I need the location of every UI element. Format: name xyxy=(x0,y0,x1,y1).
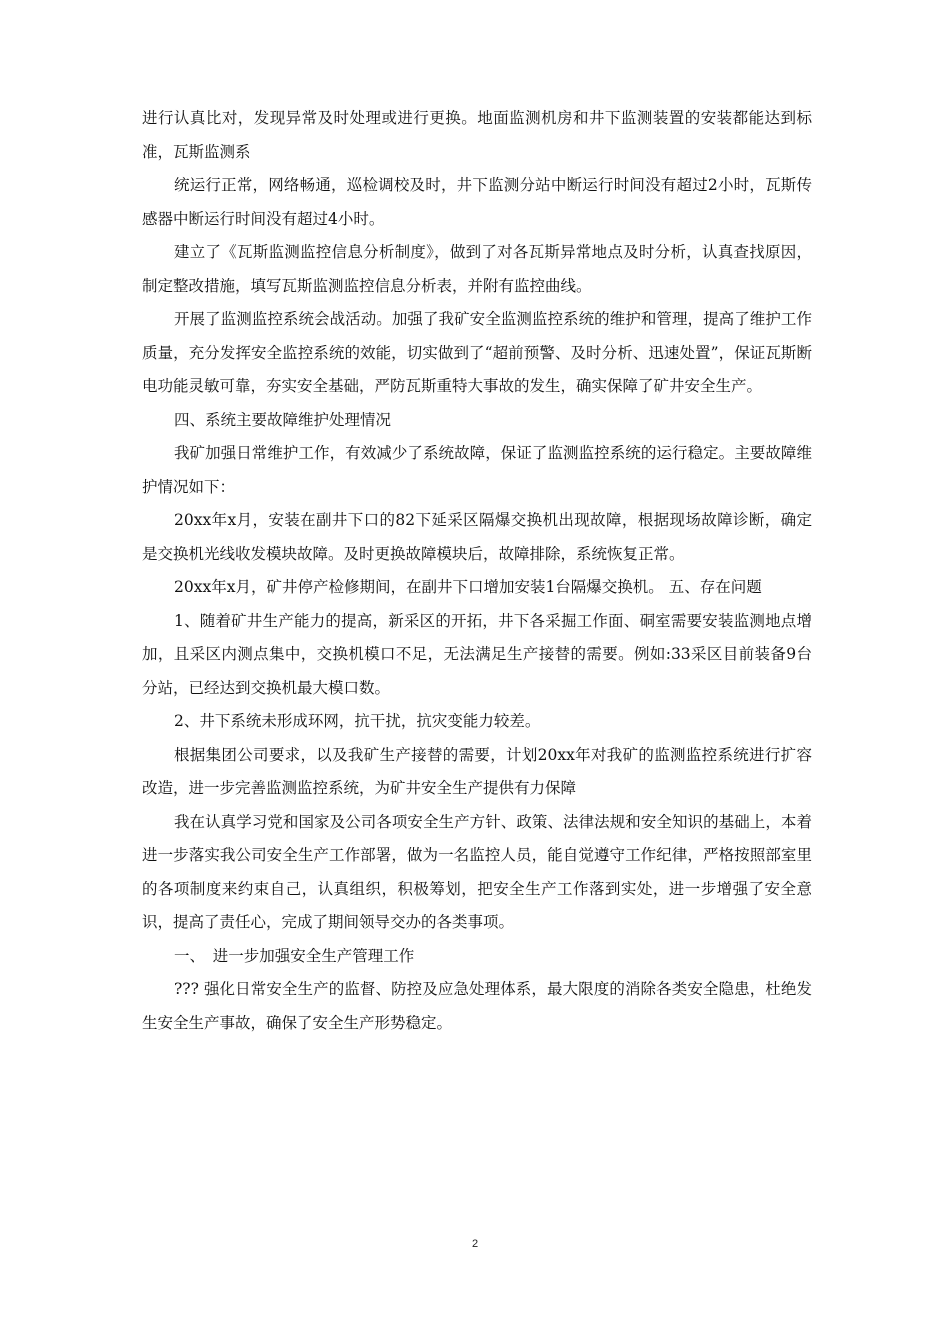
paragraph: 根据集团公司要求，以及我矿生产接替的需要，计划20xx年对我矿的监测监控系统进行扩容改造，进一步完善监测监控系统，为矿井安全生产提供有力保障 xyxy=(142,745,812,797)
paragraph: 我在认真学习党和国家及公司各项安全生产方针、政策、法律法规和安全知识的基础上，本着进一步落实我公司安全生产工作部署，做为一名监控人员，能自觉遵守工作纪律，严格按照部室里的各项制度来约束自己，认真组织，积极筹划，把安全生产工作落到实处，进一步增强了安全意识，提高了责任心，完成了期间领导交办的各类事项。 xyxy=(142,812,812,931)
paragraph: 20xx年x月，矿井停产检修期间，在副井下口增加安装1台隔爆交换机。 五、存在问题 xyxy=(174,578,762,596)
paragraph: ??? 强化日常安全生产的监督、防控及应急处理体系，最大限度的消除各类安全隐患，杜绝发生安全生产事故，确保了安全生产形势稳定。 xyxy=(142,980,812,1032)
paragraph: 建立了《瓦斯监测监控信息分析制度》，做到了对各瓦斯异常地点及时分析，认真查找原因，制定整改措施，填写瓦斯监测监控信息分析表，并附有监控曲线。 xyxy=(142,243,812,295)
page-number: 2 xyxy=(471,1238,479,1250)
paragraph: 我矿加强日常维护工作，有效减少了系统故障，保证了监测监控系统的运行稳定。主要故障维护情况如下： xyxy=(142,444,812,496)
paragraph: 2、井下系统未形成环网，抗干扰，抗灾变能力较差。 xyxy=(174,712,541,730)
document-body xyxy=(142,102,812,1040)
paragraph: 四、系统主要故障维护处理情况 xyxy=(174,410,392,429)
paragraph: 统运行正常，网络畅通，巡检调校及时，井下监测分站中断运行时间没有超过2小时，瓦斯传感器中断运行时间没有超过4小时。 xyxy=(142,176,812,228)
paragraph: 1、随着矿井生产能力的提高，新采区的开拓，井下各采掘工作面、硐室需要安装监测地点增加，且采区内测点集中，交换机模口不足，无法满足生产接替的需要。例如:33采区目前装备9台分站，已经达到交换机最大模口数。 xyxy=(142,611,812,697)
paragraph: 开展了监测监控系统会战活动。加强了我矿安全监测监控系统的维护和管理，提高了维护工作质量，充分发挥安全监控系统的效能，切实做到了“超前预警、及时分析、迅速处置”，保证瓦斯断电功能灵敏可靠，夯实安全基础，严防瓦斯重特大事故的发生，确实保障了矿井安全生产。 xyxy=(142,310,812,395)
paragraph: 进行认真比对，发现异常及时处理或进行更换。地面监测机房和井下监测装置的安装都能达到标准，瓦斯监测系 xyxy=(142,109,812,161)
paragraph: 一、 进一步加强安全生产管理工作 xyxy=(174,946,415,965)
paragraph: 20xx年x月，安装在副井下口的82下延采区隔爆交换机出现故障，根据现场故障诊断，确定是交换机光线收发模块故障。及时更换故障模块后，故障排除，系统恢复正常。 xyxy=(142,511,812,563)
